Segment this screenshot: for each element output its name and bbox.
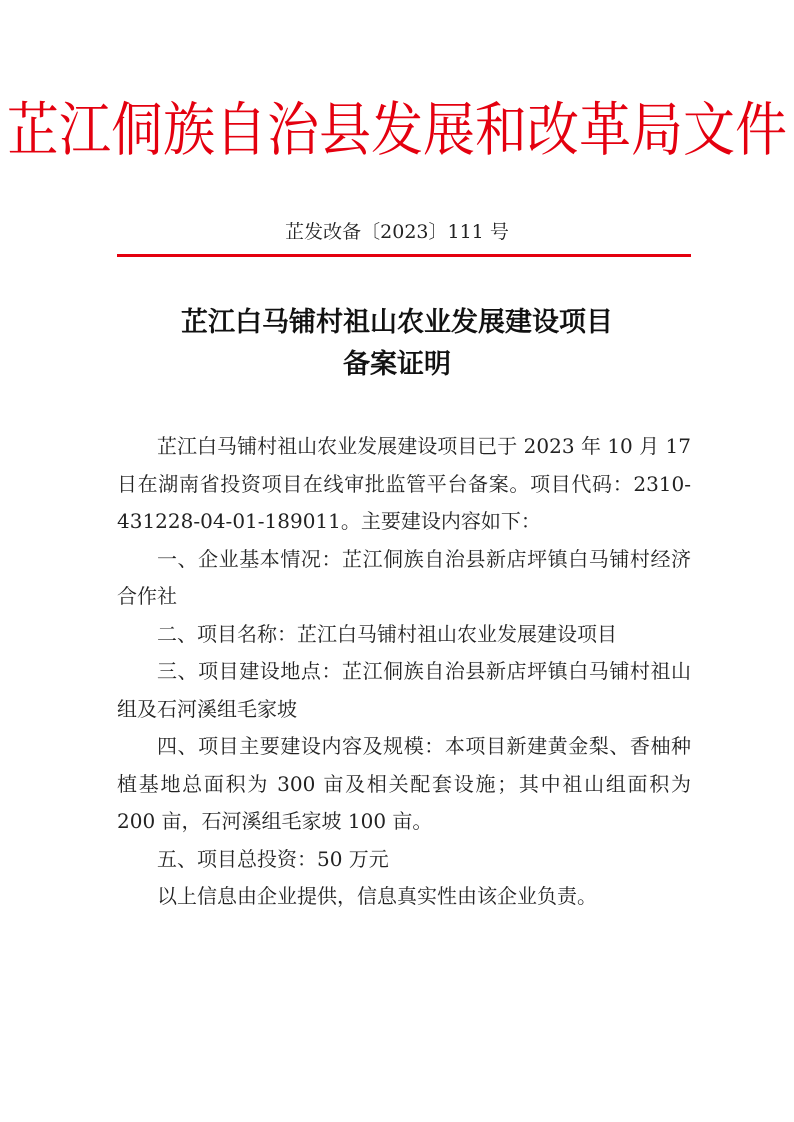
body-paragraph-disclaimer: 以上信息由企业提供，信息真实性由该企业负责。 [157, 884, 597, 908]
body-paragraph-enterprise: 一、企业基本情况：芷江侗族自治县新店坪镇白马铺村经济合作社 [117, 546, 691, 608]
document-title [0, 302, 794, 386]
body-paragraph-intro: 芷江白马铺村祖山农业发展建设项目已于 2023 年 10 月 17 日在湖南省投资项目在线审批监管平台备案。项目代码：2310-431228-04-01-189011。主要建设内容如下： [117, 434, 691, 533]
body-paragraph-investment: 五、项目总投资：50 万元 [157, 846, 389, 871]
document-number: 芷发改备〔2023〕111 号 [285, 221, 509, 243]
document-body [117, 428, 691, 916]
document-title-line2: 备案证明 [343, 349, 451, 380]
org-header-title: 芷江侗族自治县发展和改革局文件 [6, 97, 787, 165]
body-paragraph-location: 三、项目建设地点：芷江侗族自治县新店坪镇白马铺村祖山组及石河溪组毛家坡 [117, 659, 691, 721]
document-title-line1: 芷江白马铺村祖山农业发展建设项目 [181, 307, 613, 338]
body-paragraph-project-name: 二、项目名称：芷江白马铺村祖山农业发展建设项目 [157, 621, 617, 646]
body-paragraph-scope: 四、项目主要建设内容及规模：本项目新建黄金梨、香柚种植基地总面积为 300 亩及相关配套设施；其中祖山组面积为 200 亩，石河溪组毛家坡 100 亩。 [117, 734, 691, 833]
red-divider-line [117, 254, 691, 257]
